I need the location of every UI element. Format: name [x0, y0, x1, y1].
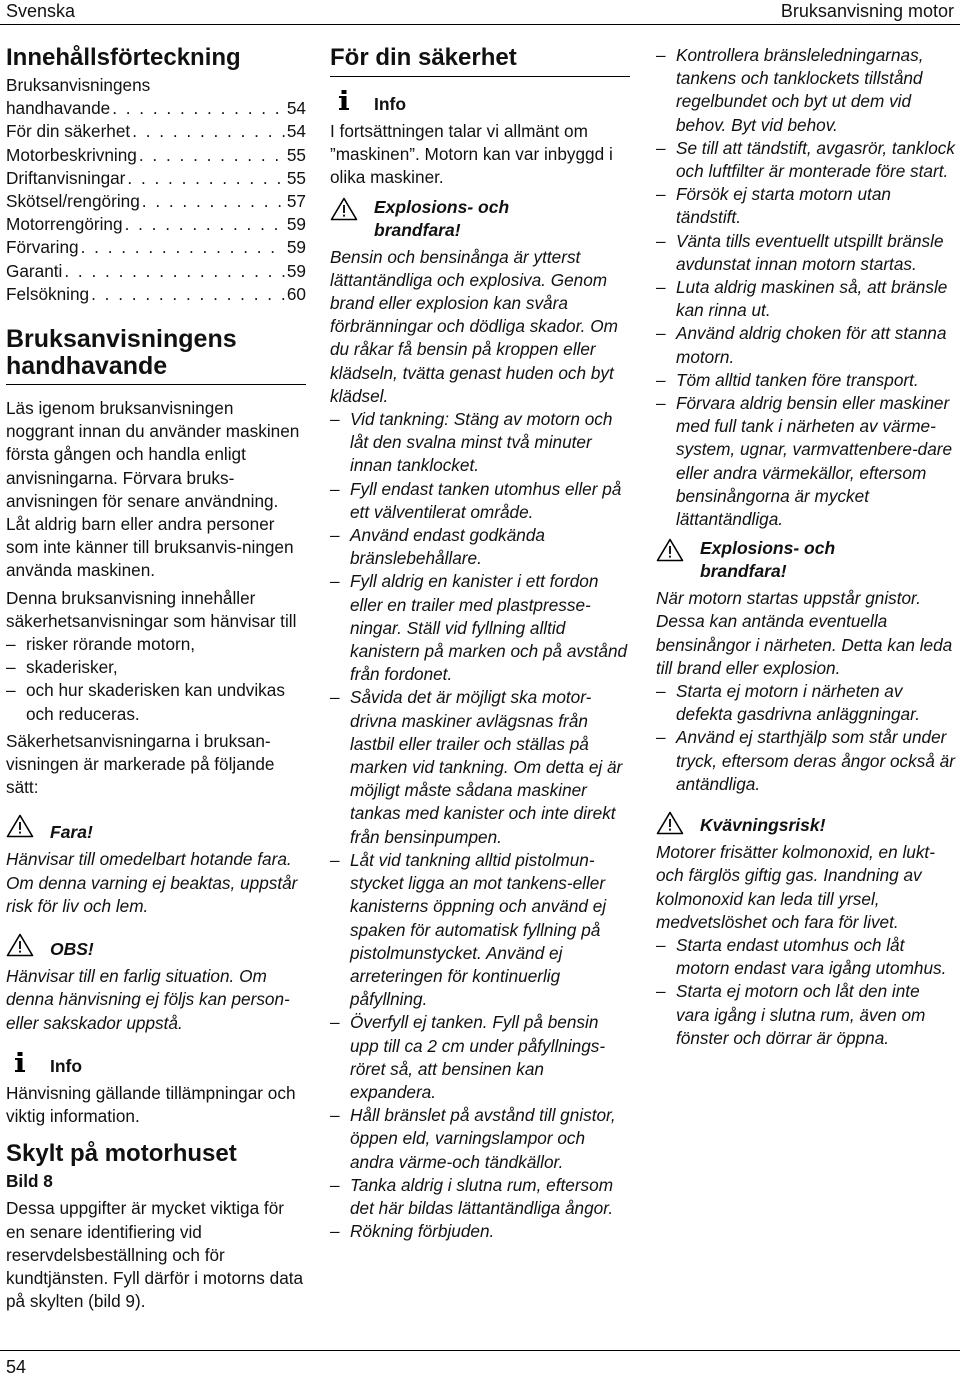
toc-item-label: För din säkerhet: [6, 121, 131, 142]
warning-triangle-icon: [656, 811, 684, 835]
section-title-sakerhet: För din säkerhet: [330, 44, 630, 77]
toc-item-label: Driftanvisningar: [6, 167, 126, 188]
notice-title: Info: [50, 1055, 83, 1076]
notice-title: Kvävningsrisk!: [700, 815, 826, 836]
toc-item-label: Förvaring: [6, 237, 79, 258]
toc-item-page: 59: [286, 237, 306, 258]
explosion-warning: [656, 537, 956, 583]
list-item: – Använd aldrig choken för att stanna motorn.: [656, 323, 947, 367]
notice-text: Hänvisar till omedelbart hotande fara. Om denna varning ej beaktas, uppstår risk för liv och lem.: [6, 849, 298, 916]
notice-title: Explosions- och brandfara!: [374, 196, 510, 240]
notice-title: Fara!: [50, 822, 93, 843]
info-icon: [6, 1050, 34, 1074]
list-item: – Överfyll ej tanken. Fyll på bensin upp till ca 2 cm under påfyllnings-röret så, att bensinen kan expandera.: [330, 1012, 606, 1102]
notice-title: Explosions- och brandfara!: [700, 538, 836, 582]
toc-item-label: Skötsel/rengöring: [6, 191, 140, 212]
toc-item-page: 54: [286, 98, 306, 119]
danger-notice: [6, 813, 306, 844]
notice-title: Info: [374, 94, 407, 114]
toc-item[interactable]: [6, 283, 306, 306]
toc-item[interactable]: [6, 144, 306, 167]
toc-item-page: 59: [286, 214, 306, 235]
intro-paragraph: Läs igenom bruksanvisningen noggrant innan du använder maskinen första gången och handla enligt anvisningarna. Förvara bruks-anvisningen för senare användning. Låt aldrig barn eller andra personer som inte känner till bruksanvis-ningen använda maskinen.: [6, 398, 300, 581]
toc-item[interactable]: [6, 260, 306, 283]
language-label: Svenska: [6, 1, 76, 21]
info-notice: [6, 1049, 306, 1078]
toc-item[interactable]: [6, 167, 306, 190]
info-notice: [330, 87, 630, 116]
list-item: – Kontrollera bränsleledningarnas, tankens och tanklockets tillstånd regelbundet och byt ut dem vid behov. Byt vid behov.: [656, 45, 924, 135]
list-item: – Starta endast utomhus och låt motorn endast vara igång utomhus.: [656, 934, 947, 979]
toc-item-label: Garanti: [6, 260, 63, 281]
warning-triangle-icon: [656, 538, 684, 562]
toc-item-label: Felsökning: [6, 283, 90, 304]
list-item: – Använd endast godkända bränslebehållare.: [330, 525, 545, 569]
column-left: [6, 44, 306, 1313]
paragraph: Säkerhetsanvisningarna i bruksan-visningen är markerade på följande sätt:: [6, 730, 275, 798]
toc-item-page: 60: [286, 283, 306, 304]
list-item: – och hur skaderisken kan undvikas och reduceras.: [6, 680, 285, 724]
toc-title: Innehållsförteckning: [6, 44, 241, 71]
list-item: – Luta aldrig maskinen så, att bränsle kan rinna ut.: [656, 277, 948, 321]
document-title: Bruksanvisning motor: [780, 1, 954, 21]
list-item: – Förvara aldrig bensin eller maskiner med full tank i närheten av värme-system, ugnar, varmvattenbere-dare eller andra värmekällor, eftersom bensinångorna är mycket lättantändliga.: [656, 393, 953, 530]
toc-item[interactable]: [6, 213, 306, 236]
page-header: [0, 0, 960, 26]
notice-text: Hänvisning gällande tillämpningar och viktig information.: [6, 1082, 296, 1126]
column-right: [656, 44, 956, 1050]
toc-item[interactable]: [6, 190, 306, 213]
notice-text: Motorer frisätter kolmonoxid, en lukt-och färglös giftig gas. Inandning av kolmonoxid kan leda till yrsel, medvetslöshet och fara för livet.: [656, 842, 935, 932]
notice-title: OBS!: [50, 939, 94, 960]
list-item: – Töm alltid tanken före transport.: [656, 369, 919, 390]
table-of-contents: [6, 74, 306, 306]
toc-item-page: 57: [286, 191, 306, 212]
toc-item-page: 55: [286, 167, 306, 188]
list-item: – Använd ej starthjälp som står under tryck, eftersom deras ångor också är antändliga.: [656, 727, 955, 794]
list-item: – Starta ej motorn i närheten av defekta gasdrivna anläggningar.: [656, 681, 920, 725]
footer-divider: [0, 1350, 960, 1351]
list-item: – skaderisker,: [6, 657, 118, 678]
header-divider: [0, 24, 960, 25]
toc-item-label: Motorrengöring: [6, 214, 123, 235]
list-item: – Fyll endast tanken utomhus eller på ett välventilerat område.: [330, 478, 622, 522]
notice-text: Hänvisar till en farlig situation. Om denna hänvisning ej följs kan person- eller sakskador uppstå.: [6, 966, 290, 1033]
paragraph: Denna bruksanvisning innehåller säkerhetsanvisningar som hänvisar till: [6, 587, 297, 631]
list-item: – Fyll aldrig en kanister i ett fordon eller en trailer med plastpresse-ningar. Ställ vid fyllning alltid kanistern på marken och på avstånd från fordonet.: [330, 571, 628, 685]
notice-text: Bensin och bensinånga är ytterst lättantändliga och explosiva. Genom brand eller explosion kan svåra förbränningar och dödliga skador. Om du råkar få bensin på kroppen eller klädseln, tvätta genast huden och byt klädsel.: [330, 246, 618, 406]
toc-item-label-cont: handhavande: [6, 98, 111, 119]
list-item: – Starta ej motorn och låt den inte vara igång i slutna rum, även om fönster och dörrar är öppna.: [656, 981, 926, 1048]
toc-item-page: 55: [286, 144, 306, 165]
section-title-handhavande: Bruksanvisningens handhavande: [6, 326, 306, 385]
toc-item-page: 54: [286, 121, 306, 142]
list-item: – Såvida det är möjligt ska motor-drivna maskiner avlägsnas från lastbil eller trailer och ställas på marken vid tankning. Om detta ej är möjligt måste sådana maskiner tankas med kanister och inte direkt från bensinpumpen.: [330, 687, 623, 847]
list-item: – Tanka aldrig i slutna rum, eftersom det här bildas lättantändliga ångor.: [330, 1174, 614, 1218]
caution-notice: [6, 932, 306, 961]
section-title-skylt: Skylt på motorhuset: [6, 1140, 237, 1168]
figure-reference: Bild 8: [6, 1171, 53, 1192]
info-icon: [330, 88, 358, 112]
paragraph: Dessa uppgifter är mycket viktiga för en senare identifiering vid reservdelsbeställning och för kundtjänsten. Fyll därför i motorns data på skylten (bild 9).: [6, 1198, 304, 1312]
list-item: – Se till att tändstift, avgasrör, tanklock och luftfilter är monterade före start.: [656, 137, 955, 182]
page-number: 54: [6, 1357, 27, 1377]
suffocation-warning: [656, 810, 956, 837]
toc-item[interactable]: [6, 120, 306, 143]
list-item: – risker rörande motorn,: [6, 634, 196, 655]
list-item: – Låt vid tankning alltid pistolmun-stycket ligga an mot tankens-eller kanisterns öppning och använd ej spaken för automatisk fyllning på pistolmunstycket. Använd ej arreteringen för kontinuerlig påfyllning.: [330, 849, 607, 1010]
warning-triangle-icon: [330, 197, 358, 221]
list-item: – Håll bränslet på avstånd till gnistor, öppen eld, varningslampor och andra värme-och tändkällor.: [330, 1105, 616, 1172]
toc-item-page: 59: [286, 260, 306, 281]
warning-triangle-icon: [6, 814, 34, 838]
toc-item-label: Motorbeskrivning: [6, 144, 137, 165]
list-item: – Vid tankning: Stäng av motorn och låt den svalna minst två minuter innan tanklocket.: [330, 409, 613, 476]
toc-item-label: Bruksanvisningens: [6, 75, 151, 95]
notice-text: I fortsättningen talar vi allmänt om ”maskinen”. Motorn kan var inbyggd i olika maskiner.: [330, 121, 613, 188]
notice-text: När motorn startas uppstår gnistor. Dessa kan antända eventuella bensinångor i närheten. Detta kan leda till brand eller explosion.: [656, 588, 953, 678]
list-item: – Rökning förbjuden.: [330, 1221, 495, 1242]
column-middle: [330, 44, 630, 1243]
warning-triangle-icon: [6, 933, 34, 957]
toc-item[interactable]: [6, 236, 306, 259]
list-item: – Försök ej starta motorn utan tändstift.: [656, 184, 891, 228]
toc-item[interactable]: [6, 74, 306, 120]
list-item: – Vänta tills eventuellt utspillt bränsle avdunstat innan motorn startas.: [656, 230, 944, 274]
explosion-warning: [330, 196, 630, 242]
